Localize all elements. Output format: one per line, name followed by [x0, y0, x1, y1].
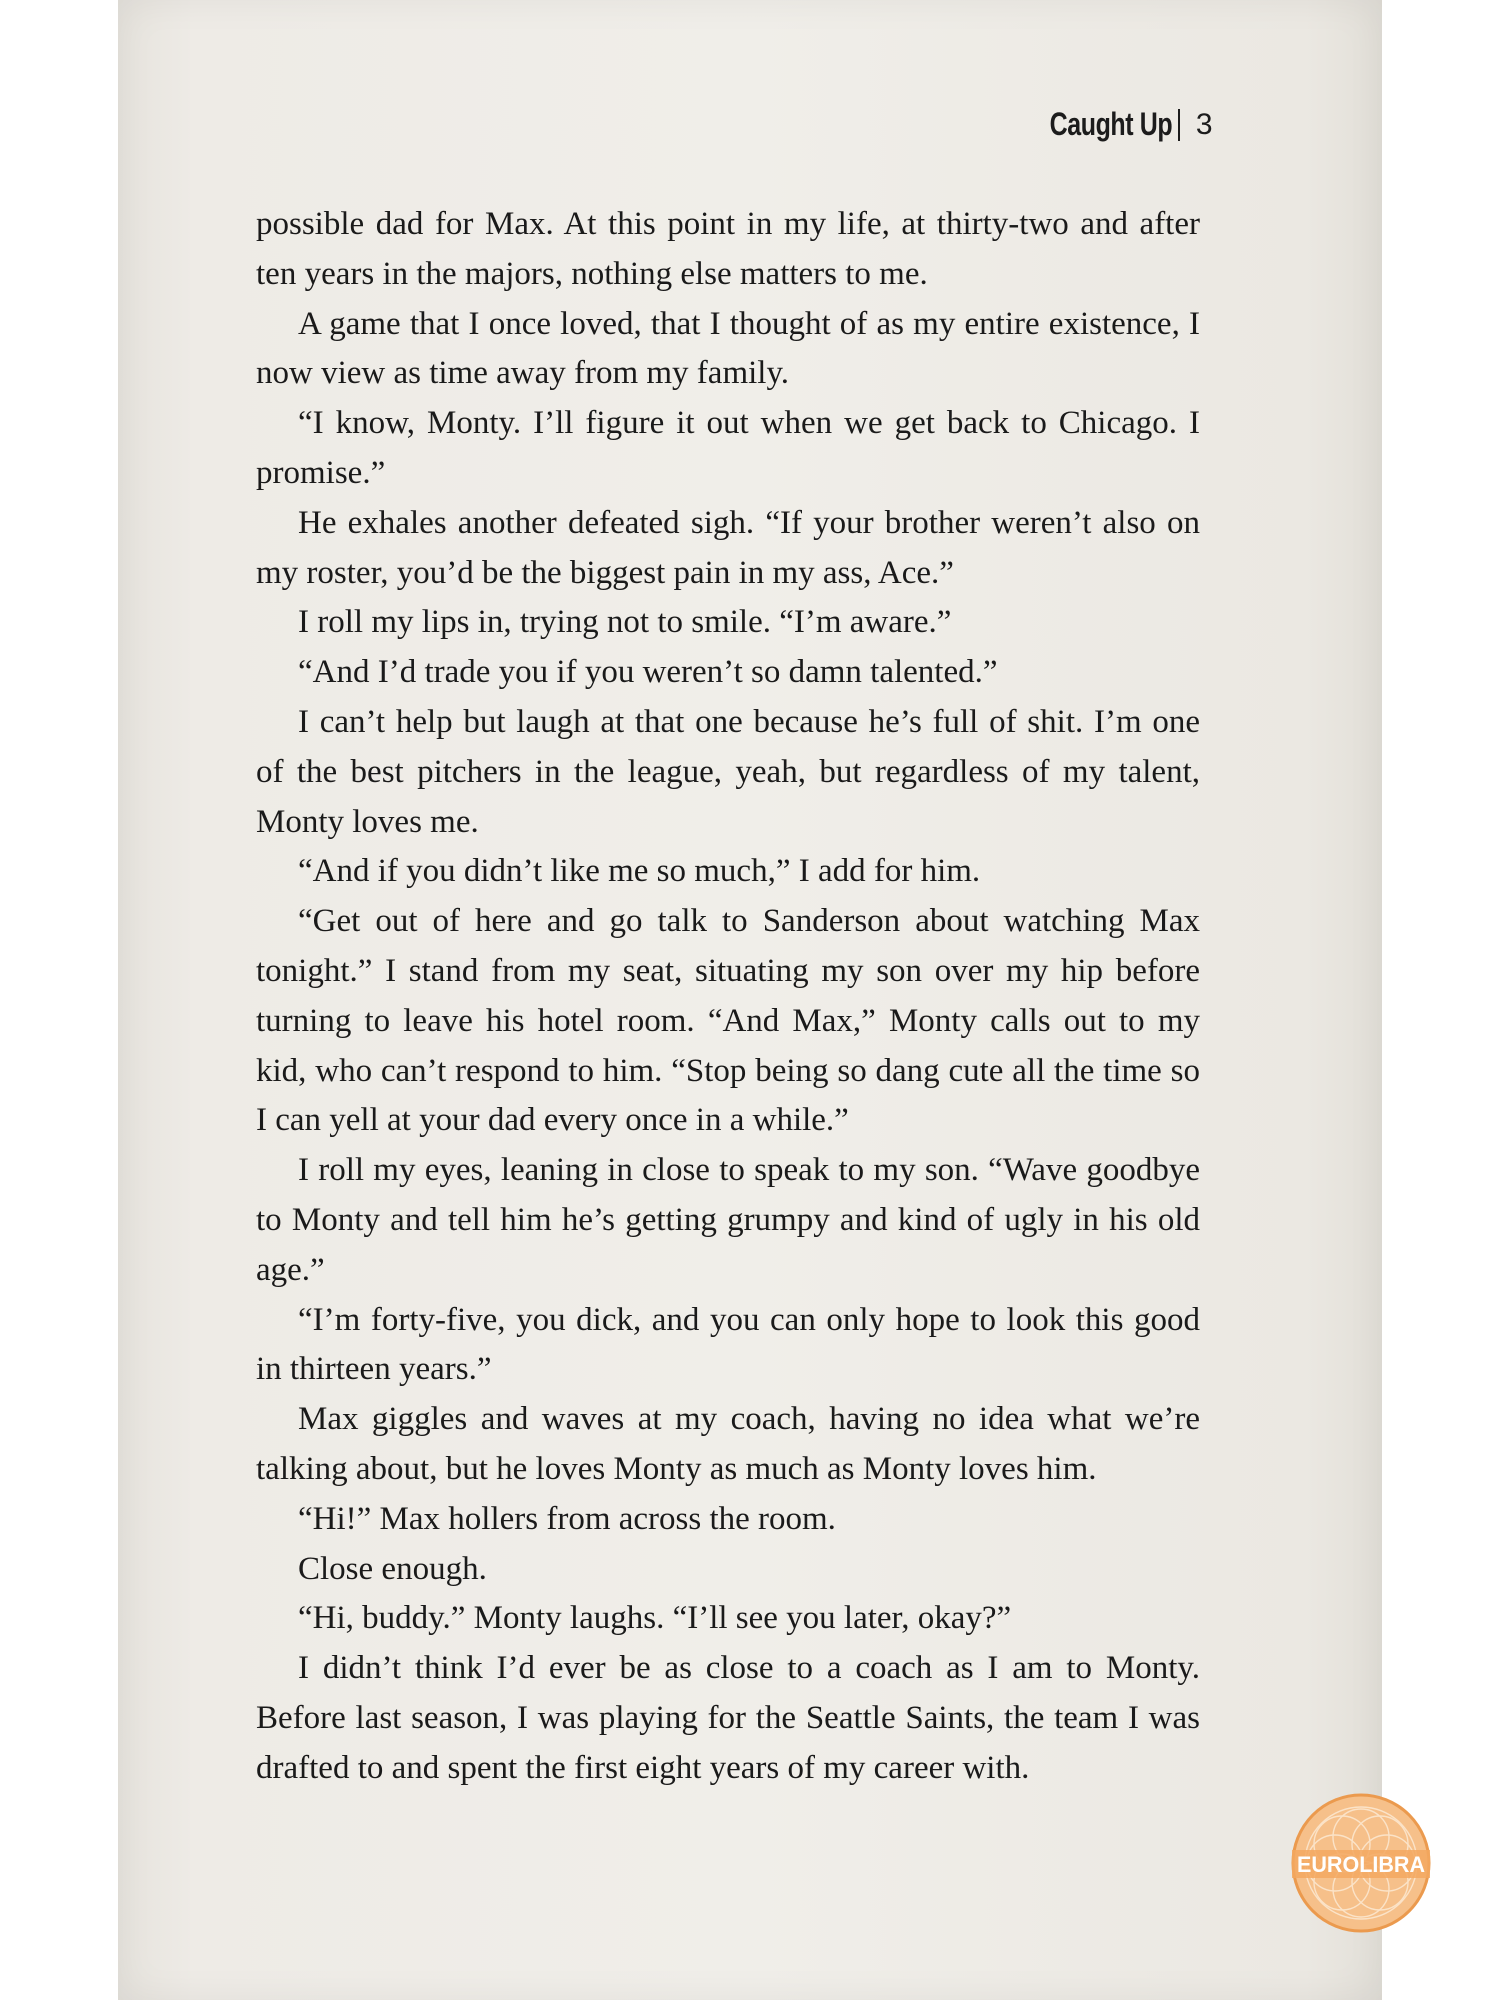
paragraph: “Get out of here and go talk to Sanderson about watching Max tonight.” I stand from my seat, situating my son over my hip before turning to leave his hotel room. “And Max,” Monty calls out to my kid, who can’t respond to him. “Stop being so dang cute all the time so I can yell at your dad every once in a while.”	[256, 903, 1200, 1139]
running-header	[1015, 106, 1212, 143]
book-page	[118, 0, 1426, 2000]
paragraph: He exhales another defeated sigh. “If your brother weren’t also on my roster, you’d be the biggest pain in my ass, Ace.”	[256, 504, 1200, 591]
watermark-text: EUROLIBRA	[1297, 1852, 1426, 1877]
page-number: 3	[1195, 107, 1212, 141]
paragraph: “And I’d trade you if you weren’t so damn talented.”	[298, 654, 998, 691]
paragraph: Max giggles and waves at my coach, having no idea what we’re talking about, but he loves Monty as much as Monty loves him.	[256, 1401, 1200, 1487]
page-body-text	[256, 200, 1200, 1794]
paragraph: Close enough.	[298, 1550, 487, 1587]
paragraph: I roll my lips in, trying not to smile. “I’m aware.”	[298, 604, 952, 641]
paragraph: I roll my eyes, leaning in close to speak to my son. “Wave goodbye to Monty and tell him he’s getting grumpy and kind of ugly in his old age.”	[256, 1152, 1200, 1288]
paragraph: “Hi!” Max hollers from across the room.	[298, 1500, 836, 1537]
paragraph: “I know, Monty. I’ll figure it out when we get back to Chicago. I promise.”	[256, 405, 1200, 491]
paragraph: “And if you didn’t like me so much,” I add for him.	[298, 853, 981, 890]
running-title: Caught Up	[1049, 106, 1172, 142]
paragraph: A game that I once loved, that I thought of as my entire existence, I now view as time away from my family.	[256, 305, 1200, 392]
paragraph: possible dad for Max. At this point in my life, at thirty-two and after ten years in the majors, nothing else matters to me.	[256, 206, 1200, 292]
paragraph: I can’t help but laugh at that one because he’s full of shit. I’m one of the best pitchers in the league, yeah, but regardless of my talent, Monty loves me.	[256, 703, 1200, 840]
paragraph: I didn’t think I’d ever be as close to a coach as I am to Monty. Before last season, I was playing for the Seattle Saints, the team I was drafted to and spent the first eight years of my career with.	[256, 1650, 1200, 1786]
paragraph: “I’m forty-five, you dick, and you can only hope to look this good in thirteen years.”	[256, 1301, 1200, 1388]
header-divider	[1178, 109, 1180, 141]
eurolibra-watermark-logo	[1290, 1792, 1432, 1934]
paragraph: “Hi, buddy.” Monty laughs. “I’ll see you later, okay?”	[298, 1600, 1012, 1637]
